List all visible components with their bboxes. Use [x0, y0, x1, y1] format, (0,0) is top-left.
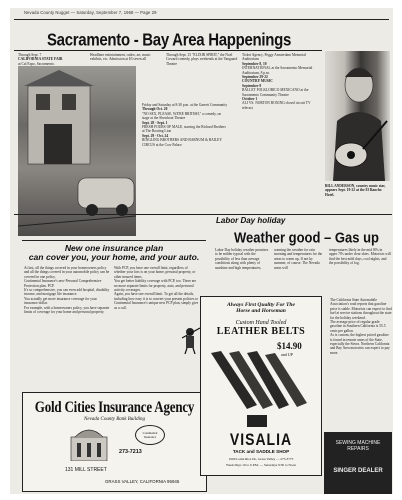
leather-headline: LEATHER BELTS [216, 326, 306, 337]
leather-belts-ad [200, 296, 322, 476]
weather-headline: Weather good – Gas up [234, 229, 379, 246]
singer-portrait [325, 51, 390, 181]
insurance-headline: New one insurance plan can cover you, your home, and your auto. [28, 243, 200, 262]
visalia-subtitle: TACK and SADDLE SHOP [232, 449, 290, 454]
weather-col-1: Labor Day holiday weather promises to be milder typical with the possibility of less than average conditions along with plenty of sunshine and high temperatures, [215, 248, 269, 270]
insurance-top-rule [22, 240, 206, 241]
leather-tagline: Always First Quality For The Horse and Horseman [226, 302, 296, 314]
agency-name: Gold Cities Insurance Agency [34, 397, 195, 416]
top-rule [14, 19, 389, 20]
train-station-photo [18, 66, 136, 236]
leather-price: $14.90 [277, 341, 302, 351]
leather-price-sub: and UP [281, 352, 293, 357]
section-label: Labor Day holiday [216, 216, 286, 225]
leather-subhead: Custom Hand Tooled [235, 320, 287, 326]
continental-badge: Continental Insurance [135, 425, 165, 445]
newspaper-page [10, 8, 393, 494]
visalia-address: 1000 Loma Rica Dr., Grass Valley — 273-3775 [228, 457, 294, 461]
agency-phone: 273-7213 [119, 449, 142, 455]
gold-cities-ad [22, 392, 207, 492]
weather-col-4: The California State Automobile Association's road reports that gasoline price is stable. Motorists can expect to find fuel at service stations throughout the state for the holiday weekend. The average price of regular grade gasoline in Southern California is 55.5 cents per gallon. As is custom, the highest priced gasoline is found in remote areas of the State, especially the Sierra. Northern California and Bay Area motorists can expect to pay more. [330, 298, 392, 355]
train-illustration [18, 66, 136, 236]
belts-illustration [207, 349, 317, 413]
page-headline: Sacramento - Bay Area Happenings [46, 30, 292, 51]
bill-anderson-photo [325, 51, 390, 181]
sewing-line-1: SEWING MACHINE [335, 440, 381, 446]
minuteman-icon [178, 326, 202, 354]
sewing-line-2: REPAIRS [347, 446, 369, 452]
events-col-3: Through Sept. 15 "ELIXIR SPIRIT," the Noel Coward comedy, plays weekends at the Vanguard Theatre [166, 53, 238, 66]
insurance-body-right: With PCP, you have one overall limit, regardless of whether your loss is on your home, personal property, or other insured items. You get better liability coverage with PCP, too. There are no more separate limits for property, auto, and personal activity coverages. Again, you have one overall limit. To get all the details, including how easy it is to convert your present policies to Continental Insurance's unique new PCP plan, simply give us a call. [114, 266, 199, 310]
weather-col-3: temperatures likely in the mid 80's in upper 70's under clear skies. Motorists will find the best mild days, cool nights, and the possibility of fog. [329, 248, 391, 266]
singer-dealer-ad [324, 432, 392, 494]
events-col-1: Through Sept. 7 CALIFORNIA STATE FAIR at Cal Expo, Sacramento. [18, 53, 63, 66]
section-rule [14, 214, 392, 215]
events-col-mid: Friday and Saturday at 8:30 p.m. at the Garrett Community Through Oct. 20 "NO SEX, PLEASE, WE'RE BRITISH," a comedy, on stage at the Showboat Theatre Sept. 28 - Sept. 1 FRESH FOURS OF MALE, starring the Richard Brothers at The Roaring Lion Sept. 29 - Oct. 24 RINGLING BROTHERS AND BARNUM & BAILEY CIRCUS at the Cow Palace [142, 103, 228, 147]
headline-rule [14, 50, 322, 51]
agency-city: GRASS VALLEY, CALIFORNIA 95945 [105, 479, 180, 484]
insurance-body-left: At last, all the things covered in your homeowners policy and all the things covered in your automobile policy can be covered in one policy. Continental Insurance's new Personal Comprehensive Protection plan. PCP. It's so comprehensive, you can even add hospital, disability income, and mortgage life insurance. You actually get more insurance coverage for your insurance dollar. For example, with a homeowners policy, you have separate limits of coverage for your home and personal property. [24, 266, 110, 315]
bank-building-icon [67, 425, 111, 461]
visalia-name: VISALIA [229, 429, 293, 449]
running-header: Nevada County Nugget — Saturday, September 7, 1968 — Page 29 [24, 10, 157, 15]
events-col-2: Headliner entertainment, rodeo, art, music exhibits, etc. Admission at $3 seven all [90, 53, 151, 62]
photo-caption: BILL ANDERSON, country music star, appears Sept. 19-22 at the El Rancho Hotel. [325, 184, 386, 197]
sewing-line-3: SINGER DEALER [333, 468, 383, 474]
weather-col-2: warning the weather for rain morning and temperatures for the areas to warm up, If not by summer, of course. The Nevada areas will [274, 248, 323, 270]
visalia-hours: Week Days 10 to 6 P.M. — Saturdays 9:30 to Noon [226, 463, 296, 467]
agency-building: Nevada County Bank Building [84, 417, 145, 422]
saddle-logo-icon [247, 415, 267, 427]
events-col-right: Ticket Agency, Peggy Amsterdam Memorial Auditorium September 8, 10 INTERNATIONAL at the Sacramento Memorial Auditorium, 8 p.m. September 29-22 COUNTRY MUSIC September 9 BALLET FOLKLORICO MEXICANO at the Sacramento Community Theatre October 1 ALI VS. NORTON BOXING closed circuit TV telecast [242, 53, 313, 110]
agency-address: 131 MILL STREET [65, 467, 107, 473]
